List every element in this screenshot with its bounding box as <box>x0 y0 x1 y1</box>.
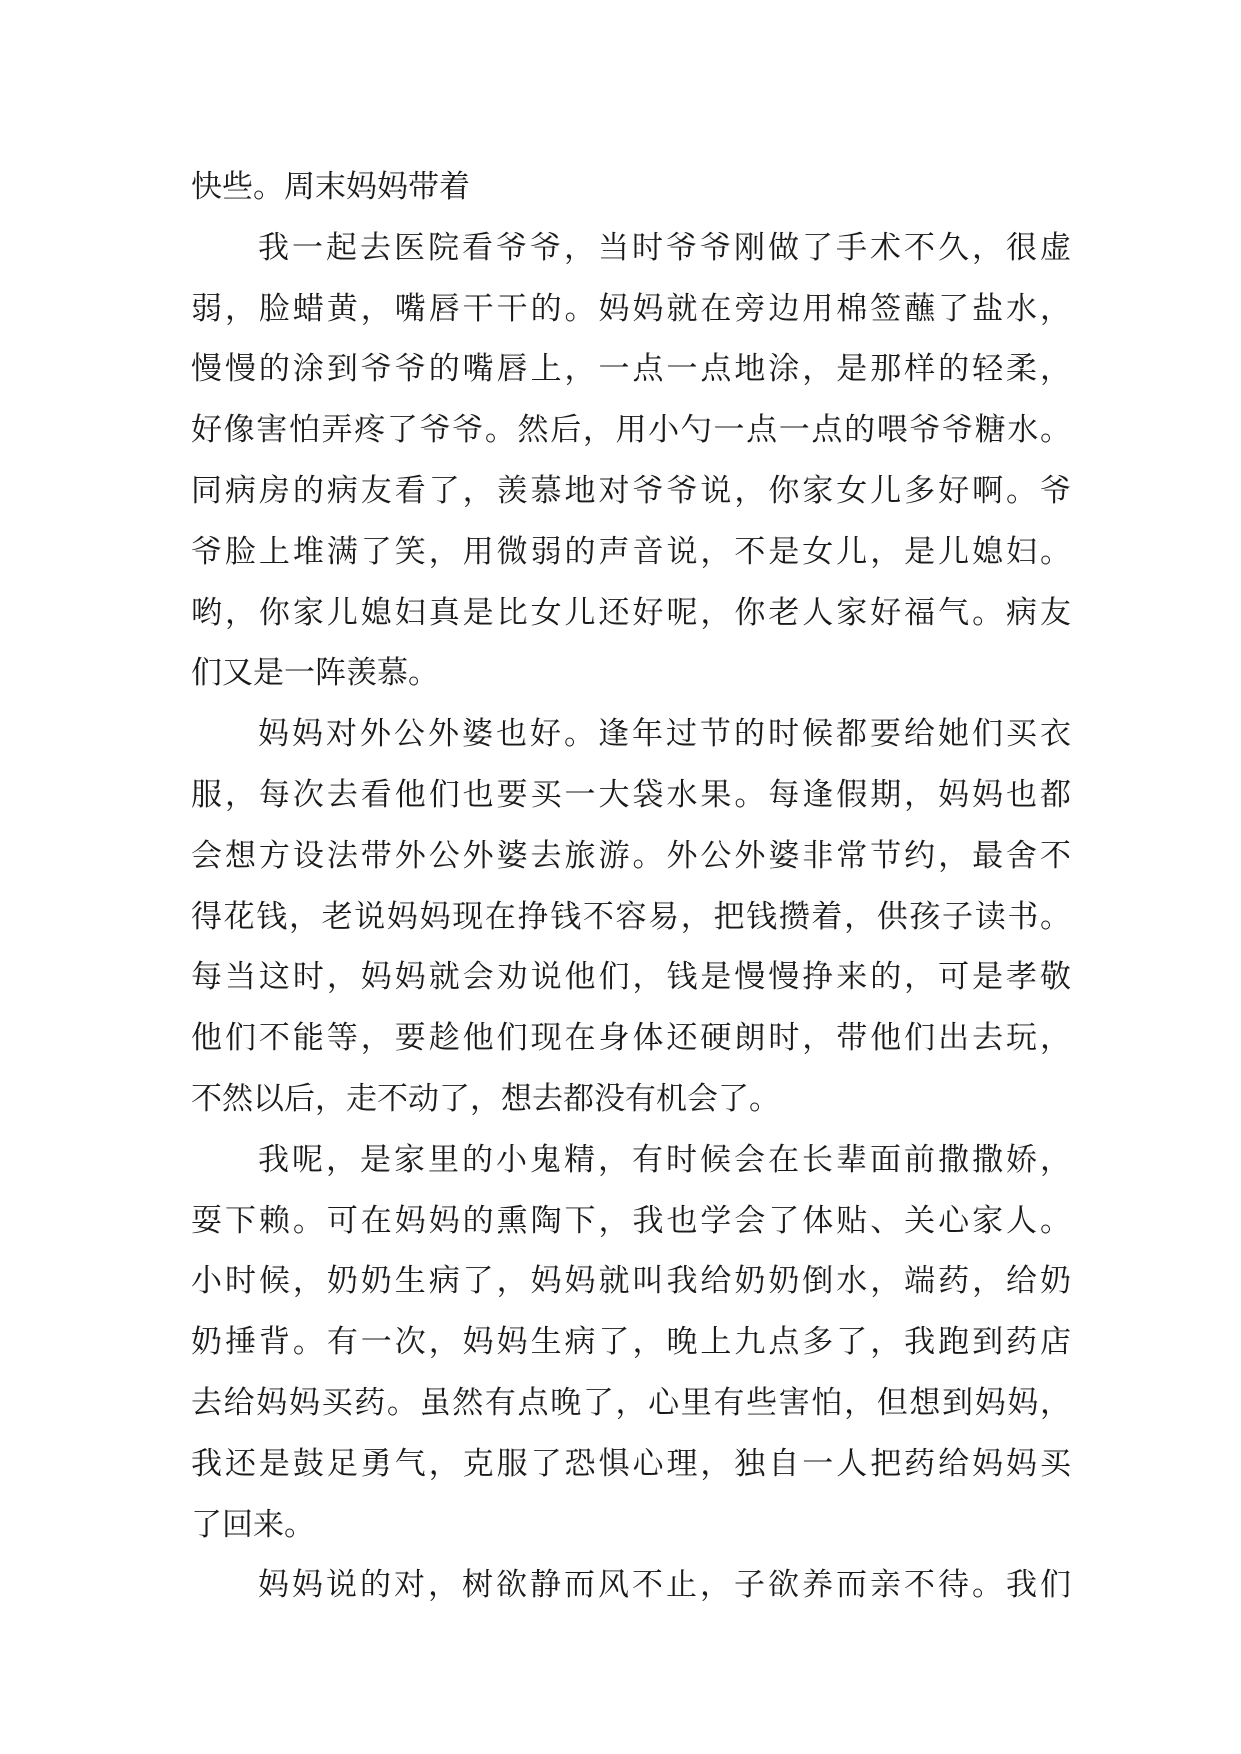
text-line: 了回来。 <box>191 1506 315 1543</box>
text-line: 服，每次去看他们也要买一大袋水果。每逢假期，妈妈也都 <box>191 776 1071 813</box>
text-line: 会想方设法带外公外婆去旅游。外公外婆非常节约，最舍不 <box>191 837 1071 874</box>
text-line: 同病房的病友看了，羡慕地对爷爷说，你家女儿多好啊。爷 <box>191 472 1071 509</box>
text-line: 耍下赖。可在妈妈的熏陶下，我也学会了体贴、关心家人。 <box>191 1202 1071 1239</box>
text-line: 慢慢的涂到爷爷的嘴唇上，一点一点地涂，是那样的轻柔， <box>191 351 1071 388</box>
text-line: 奶捶背。有一次，妈妈生病了，晚上九点多了，我跑到药店 <box>191 1324 1071 1361</box>
text-line: 小时候，奶奶生病了，妈妈就叫我给奶奶倒水，端药，给奶 <box>191 1263 1071 1300</box>
text-line: 他们不能等，要趁他们现在身体还硬朗时，带他们出去玩， <box>191 1020 1071 1057</box>
text-line: 我一起去医院看爷爷，当时爷爷刚做了手术不久，很虚 <box>258 229 1071 266</box>
text-line: 好像害怕弄疼了爷爷。然后，用小勺一点一点的喂爷爷糖水。 <box>191 412 1071 449</box>
text-line: 每当这时，妈妈就会劝说他们，钱是慢慢挣来的，可是孝敬 <box>191 959 1071 996</box>
text-line: 我呢，是家里的小鬼精，有时候会在长辈面前撒撒娇， <box>258 1141 1071 1178</box>
text-line: 们又是一阵羡慕。 <box>191 655 439 692</box>
text-line: 得花钱，老说妈妈现在挣钱不容易，把钱攒着，供孩子读书。 <box>191 898 1071 935</box>
text-line: 爷脸上堆满了笑，用微弱的声音说，不是女儿，是儿媳妇。 <box>191 533 1071 570</box>
text-line: 去给妈妈买药。虽然有点晚了，心里有些害怕，但想到妈妈， <box>191 1384 1071 1421</box>
text-line: 弱，脸蜡黄，嘴唇干干的。妈妈就在旁边用棉签蘸了盐水， <box>191 290 1071 327</box>
text-line: 我还是鼓足勇气，克服了恐惧心理，独自一人把药给妈妈买 <box>191 1445 1071 1482</box>
text-line: 不然以后，走不动了，想去都没有机会了。 <box>191 1080 780 1117</box>
body-text <box>191 157 1071 1616</box>
text-line: 妈妈说的对，树欲静而风不止，子欲养而亲不待。我们 <box>258 1567 1071 1604</box>
text-line: 哟，你家儿媳妇真是比女儿还好呢，你老人家好福气。病友 <box>191 594 1071 631</box>
text-line: 快些。周末妈妈带着 <box>191 169 470 205</box>
text-line: 妈妈对外公外婆也好。逢年过节的时候都要给她们买衣 <box>258 716 1071 753</box>
